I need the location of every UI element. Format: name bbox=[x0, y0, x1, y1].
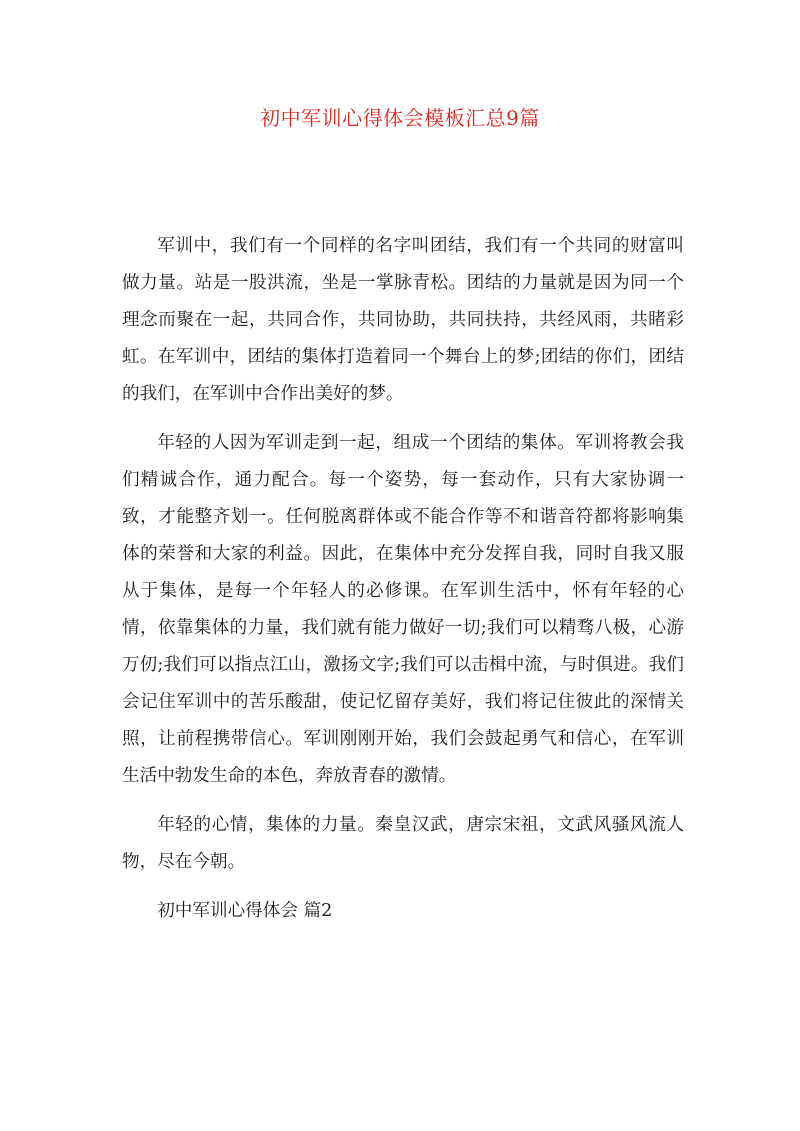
paragraph-1: 军训中，我们有一个同样的名字叫团结，我们有一个共同的财富叫做力量。站是一股洪流，坐是一掌脉青松。团结的力量就是因为同一个理念而聚在一起，共同合作，共同协助，共同扶持，共经风雨，共睹彩虹。在军训中，团结的集体打造着同一个舞台上的梦;团结的你们，团结的我们，在军训中合作出美好的梦。 bbox=[122, 236, 684, 404]
section-heading: 初中军训心得体会 篇2 bbox=[157, 901, 333, 921]
document-title: 初中军训心得体会模板汇总9篇 bbox=[260, 106, 540, 130]
paragraph-2: 年轻的人因为军训走到一起，组成一个团结的集体。军训将教会我们精诚合作，通力配合。每一个姿势，每一套动作，只有大家协调一致，才能整齐划一。任何脱离群体或不能合作等不和谐音符都将影响集体的荣誉和大家的利益。因此，在集体中充分发挥自我，同时自我又服从于集体，是每一个年轻人的必修课。在军训生活中，怀有年轻的心情，依靠集体的力量，我们就有能力做好一切;我们可以精骛八极，心游万仞;我们可以指点江山，激扬文字;我们可以击楫中流，与时俱进。我们会记住军训中的苦乐酸甜，使记忆留存美好，我们将记住彼此的深情关照，让前程携带信心。军训刚刚开始，我们会鼓起勇气和信心，在军训生活中勃发生命的本色，奔放青春的激情。 bbox=[122, 433, 684, 786]
document-body bbox=[122, 228, 684, 942]
paragraph-3: 年轻的心情，集体的力量。秦皇汉武，唐宗宋祖，文武风骚风流人物，尽在今朝。 bbox=[122, 815, 684, 872]
